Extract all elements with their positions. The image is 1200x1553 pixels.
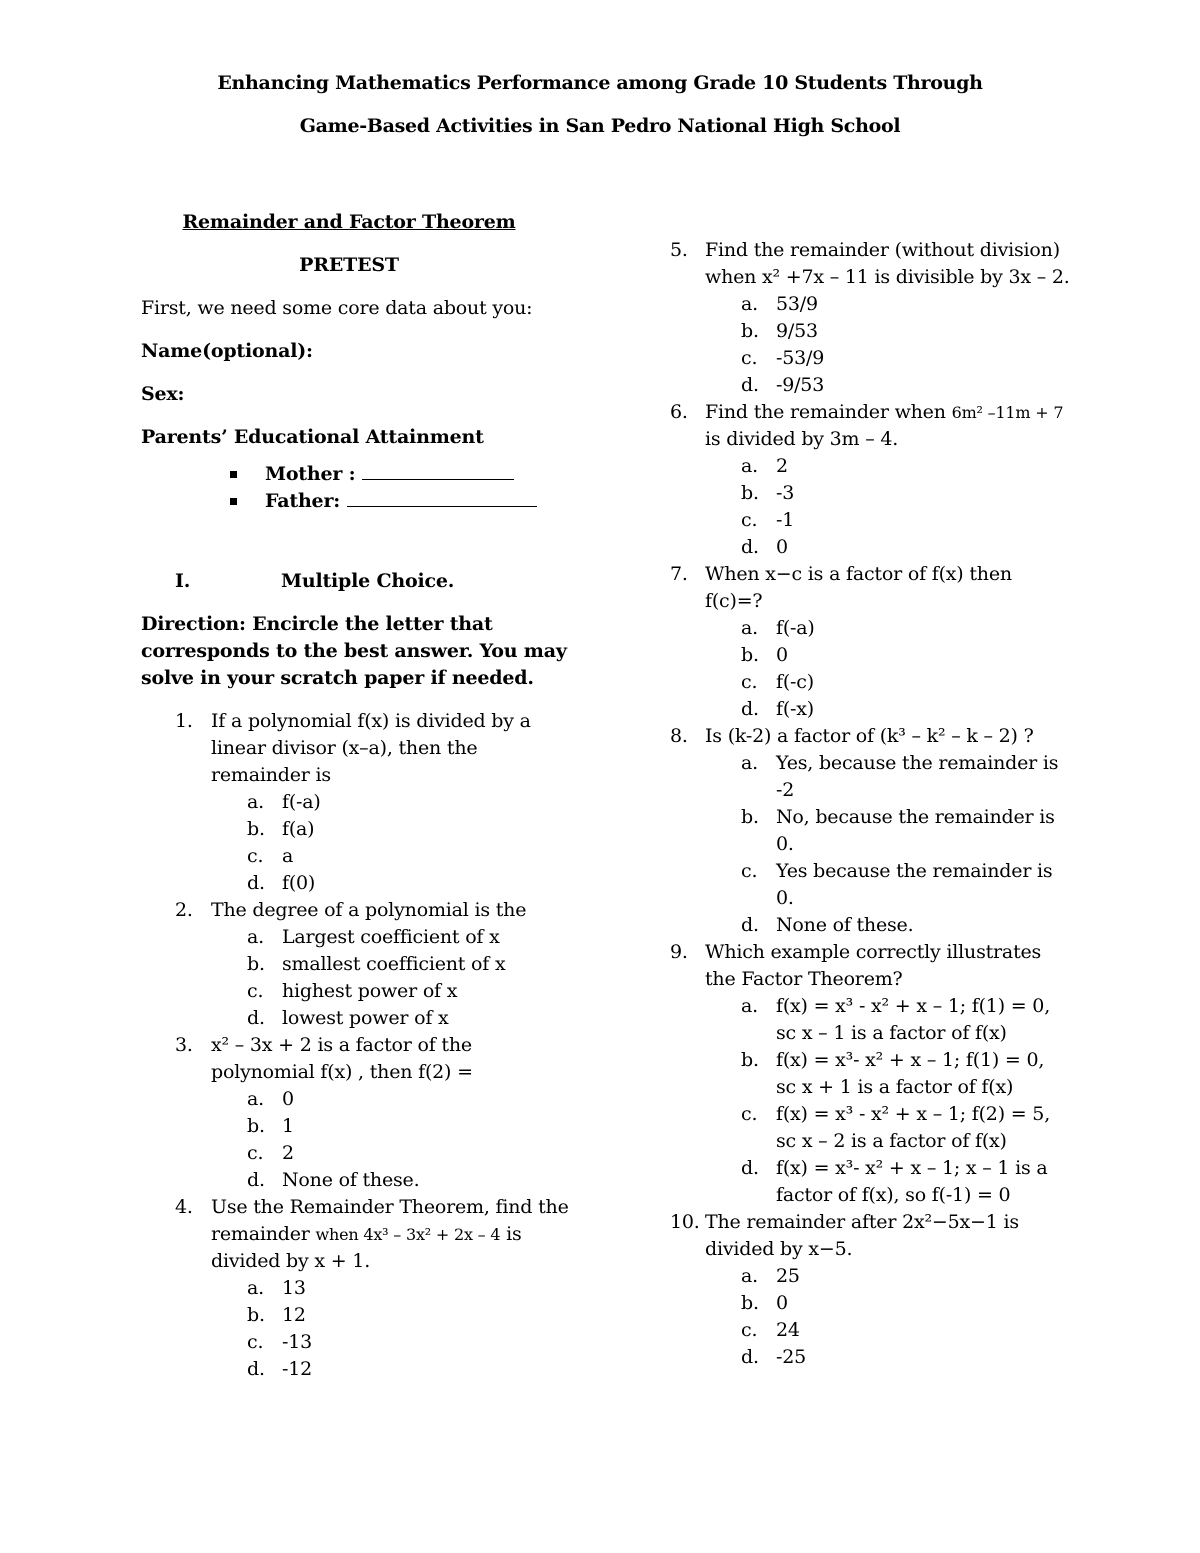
test-type-heading: PRETEST bbox=[299, 254, 399, 276]
option[interactable] bbox=[670, 345, 1070, 372]
option-letter: b. bbox=[247, 953, 265, 975]
option-text: f(-c) bbox=[776, 671, 814, 693]
option[interactable] bbox=[141, 978, 571, 1005]
question-number: 4. bbox=[175, 1196, 193, 1218]
option[interactable] bbox=[141, 1005, 571, 1032]
option-letter: a. bbox=[741, 293, 758, 315]
option-text: 25 bbox=[776, 1265, 800, 1287]
option-text: 0 bbox=[282, 1088, 294, 1110]
mother-label: Mother : bbox=[265, 463, 356, 485]
option-text: highest power of x bbox=[282, 980, 458, 1002]
question-number: 1. bbox=[175, 710, 193, 732]
option-text: f(x) = x³ - x² + x – 1; f(1) = 0, sc x – 1 is a factor of f(x) bbox=[776, 995, 1051, 1044]
question-number: 3. bbox=[175, 1034, 193, 1056]
option[interactable] bbox=[141, 1329, 571, 1356]
option[interactable] bbox=[670, 912, 1070, 939]
option[interactable] bbox=[670, 1317, 1070, 1344]
option-text: None of these. bbox=[776, 914, 914, 936]
question-10 bbox=[670, 1209, 1070, 1371]
option-letter: a. bbox=[741, 617, 758, 639]
option[interactable] bbox=[141, 951, 571, 978]
option[interactable] bbox=[670, 291, 1070, 318]
question-text: x² – 3x + 2 is a factor of the polynomial f(x) , then f(2) = bbox=[211, 1034, 473, 1083]
option-letter: d. bbox=[247, 1358, 265, 1380]
topic-heading: Remainder and Factor Theorem bbox=[182, 211, 516, 233]
option-letter: c. bbox=[741, 1319, 758, 1341]
option[interactable] bbox=[141, 1356, 571, 1383]
question-3 bbox=[141, 1032, 571, 1194]
direction-text: Direction: Encircle the letter that corresponds to the best answer. You may solve in your scratch paper if needed. bbox=[141, 613, 567, 689]
left-column bbox=[141, 209, 571, 1383]
question-1 bbox=[141, 708, 571, 897]
question-text: The remainder after 2x²−5x−1 is divided by x−5. bbox=[705, 1211, 1019, 1260]
question-text: When x−c is a factor of f(x) then f(c)=? bbox=[705, 563, 1012, 612]
mother-item bbox=[141, 461, 571, 488]
question-expression: when 4x³ – 3x² + 2x – 4 bbox=[315, 1225, 501, 1244]
option[interactable] bbox=[670, 858, 1070, 912]
father-label: Father: bbox=[265, 490, 341, 512]
option-letter: c. bbox=[741, 509, 758, 531]
option-text: 0 bbox=[776, 536, 788, 558]
option-letter: c. bbox=[741, 347, 758, 369]
option-letter: b. bbox=[741, 644, 759, 666]
option[interactable] bbox=[141, 1140, 571, 1167]
option-letter: c. bbox=[247, 980, 264, 1002]
option[interactable] bbox=[141, 1302, 571, 1329]
option[interactable] bbox=[670, 1155, 1070, 1209]
option-letter: d. bbox=[741, 914, 759, 936]
option-text: 12 bbox=[282, 1304, 306, 1326]
option-letter: b. bbox=[247, 1304, 265, 1326]
option-text: -25 bbox=[776, 1346, 806, 1368]
option-letter: b. bbox=[247, 1115, 265, 1137]
question-expression: 6m² –11m + 7 bbox=[951, 403, 1064, 422]
option-text: 2 bbox=[776, 455, 788, 477]
option-text: f(-a) bbox=[282, 791, 321, 813]
question-9 bbox=[670, 939, 1070, 1209]
option[interactable] bbox=[670, 1344, 1070, 1371]
option[interactable] bbox=[141, 924, 571, 951]
option-text: f(-x) bbox=[776, 698, 814, 720]
option-letter: a. bbox=[247, 1088, 264, 1110]
option-letter: d. bbox=[741, 1346, 759, 1368]
option-text: 1 bbox=[282, 1115, 294, 1137]
option-text: None of these. bbox=[282, 1169, 420, 1191]
option[interactable] bbox=[670, 507, 1070, 534]
question-number: 9. bbox=[670, 941, 688, 963]
option-text: f(a) bbox=[282, 818, 315, 840]
option[interactable] bbox=[670, 1047, 1070, 1101]
option-letter: c. bbox=[247, 845, 264, 867]
section-numeral: I. bbox=[175, 570, 191, 592]
option-letter: a. bbox=[741, 995, 758, 1017]
option-text: smallest coefficient of x bbox=[282, 953, 506, 975]
option[interactable] bbox=[141, 1113, 571, 1140]
option-letter: b. bbox=[741, 320, 759, 342]
option-text: f(0) bbox=[282, 872, 316, 894]
option[interactable] bbox=[141, 789, 571, 816]
question-text: Find the remainder (without division) when x² +7x – 11 is divisible by 3x – 2. bbox=[705, 239, 1070, 288]
option-letter: a. bbox=[741, 455, 758, 477]
option-text: -3 bbox=[776, 482, 795, 504]
option-text: Yes because the remainder is 0. bbox=[776, 860, 1053, 909]
option-letter: a. bbox=[247, 1277, 264, 1299]
option-text: -13 bbox=[282, 1331, 312, 1353]
question-text: Is (k-2) a factor of (k³ – k² – k – 2) ? bbox=[705, 725, 1034, 747]
option[interactable] bbox=[670, 1290, 1070, 1317]
option-text: 2 bbox=[282, 1142, 294, 1164]
option[interactable] bbox=[141, 870, 571, 897]
option[interactable] bbox=[670, 534, 1070, 561]
option[interactable] bbox=[670, 750, 1070, 804]
section-heading bbox=[141, 568, 571, 595]
option[interactable] bbox=[141, 843, 571, 870]
question-number: 8. bbox=[670, 725, 688, 747]
bullet-square-icon bbox=[230, 471, 237, 478]
option-text: f(-a) bbox=[776, 617, 815, 639]
option-letter: d. bbox=[741, 374, 759, 396]
option[interactable] bbox=[670, 1101, 1070, 1155]
option[interactable] bbox=[670, 1263, 1070, 1290]
option[interactable] bbox=[670, 993, 1070, 1047]
option-letter: d. bbox=[741, 536, 759, 558]
option-text: a bbox=[282, 845, 294, 867]
option-text: -53/9 bbox=[776, 347, 825, 369]
option-text: -12 bbox=[282, 1358, 312, 1380]
question-6 bbox=[670, 399, 1070, 561]
option-text: Largest coefficient of x bbox=[282, 926, 500, 948]
option-text: f(x) = x³- x² + x – 1; x – 1 is a factor of f(x), so f(-1) = 0 bbox=[776, 1157, 1048, 1206]
document-title-line-2: Game-Based Activities in San Pedro National High School bbox=[299, 115, 901, 137]
option-letter: b. bbox=[247, 818, 265, 840]
intro-text: First, we need some core data about you: bbox=[141, 297, 533, 319]
option-letter: a. bbox=[741, 1265, 758, 1287]
option[interactable] bbox=[670, 642, 1070, 669]
option-text: lowest power of x bbox=[282, 1007, 449, 1029]
mother-blank[interactable] bbox=[362, 461, 514, 480]
option[interactable] bbox=[670, 804, 1070, 858]
option-letter: d. bbox=[741, 698, 759, 720]
option-letter: c. bbox=[741, 860, 758, 882]
option[interactable] bbox=[141, 1275, 571, 1302]
option[interactable] bbox=[141, 1086, 571, 1113]
option-text: 53/9 bbox=[776, 293, 818, 315]
option[interactable] bbox=[670, 480, 1070, 507]
question-number: 2. bbox=[175, 899, 193, 921]
sex-label: Sex: bbox=[141, 383, 185, 405]
option-text: f(x) = x³ - x² + x – 1; f(2) = 5, sc x – 2 is a factor of f(x) bbox=[776, 1103, 1051, 1152]
option[interactable] bbox=[670, 453, 1070, 480]
option-text: -1 bbox=[776, 509, 795, 531]
question-text: If a polynomial f(x) is divided by a linear divisor (x–a), then the remainder is bbox=[211, 710, 531, 786]
option-letter: b. bbox=[741, 482, 759, 504]
option[interactable] bbox=[670, 318, 1070, 345]
option[interactable] bbox=[670, 615, 1070, 642]
question-number: 6. bbox=[670, 401, 688, 423]
question-4 bbox=[141, 1194, 571, 1383]
option-letter: a. bbox=[247, 926, 264, 948]
bullet-square-icon bbox=[230, 498, 237, 505]
option-text: 0 bbox=[776, 644, 788, 666]
section-title: Multiple Choice. bbox=[281, 570, 455, 592]
option[interactable] bbox=[141, 816, 571, 843]
right-column bbox=[670, 237, 1070, 1371]
document-title-line-1: Enhancing Mathematics Performance among Grade 10 Students Through bbox=[217, 72, 983, 94]
father-item bbox=[141, 488, 571, 515]
question-number: 7. bbox=[670, 563, 688, 585]
option-letter: d. bbox=[247, 872, 265, 894]
option-letter: b. bbox=[741, 806, 759, 828]
question-text-part: Use the Remainder Theorem, find the remainder bbox=[211, 1196, 569, 1245]
option[interactable] bbox=[670, 696, 1070, 723]
question-number: 10. bbox=[670, 1211, 700, 1233]
father-blank[interactable] bbox=[347, 488, 537, 507]
option-letter: a. bbox=[741, 752, 758, 774]
option-text: 24 bbox=[776, 1319, 800, 1341]
parents-label: Parents’ Educational Attainment bbox=[141, 426, 484, 448]
question-2 bbox=[141, 897, 571, 1032]
option-letter: d. bbox=[741, 1157, 759, 1179]
question-text: Which example correctly illustrates the Factor Theorem? bbox=[705, 941, 1042, 990]
question-number: 5. bbox=[670, 239, 688, 261]
option-text: 0 bbox=[776, 1292, 788, 1314]
option-text: f(x) = x³- x² + x – 1; f(1) = 0, sc x + 1 is a factor of f(x) bbox=[776, 1049, 1045, 1098]
option-text: -9/53 bbox=[776, 374, 825, 396]
option-letter: c. bbox=[741, 1103, 758, 1125]
option[interactable] bbox=[141, 1167, 571, 1194]
option-text: 13 bbox=[282, 1277, 306, 1299]
option[interactable] bbox=[670, 372, 1070, 399]
question-text: The degree of a polynomial is the bbox=[211, 899, 527, 921]
parents-list bbox=[141, 461, 571, 515]
option-text: Yes, because the remainder is -2 bbox=[776, 752, 1059, 801]
question-text-part: is divided by 3m – 4. bbox=[705, 428, 899, 450]
option-letter: d. bbox=[247, 1169, 265, 1191]
question-8 bbox=[670, 723, 1070, 939]
option-text: 9/53 bbox=[776, 320, 818, 342]
option-letter: c. bbox=[741, 671, 758, 693]
question-text-part: Find the remainder when bbox=[705, 401, 952, 423]
option-letter: d. bbox=[247, 1007, 265, 1029]
option-letter: a. bbox=[247, 791, 264, 813]
option[interactable] bbox=[670, 669, 1070, 696]
question-7 bbox=[670, 561, 1070, 723]
option-text: No, because the remainder is 0. bbox=[776, 806, 1055, 855]
option-letter: c. bbox=[247, 1142, 264, 1164]
question-text-part: is divided by x + 1. bbox=[211, 1223, 522, 1272]
option-letter: b. bbox=[741, 1049, 759, 1071]
question-5 bbox=[670, 237, 1070, 399]
option-letter: b. bbox=[741, 1292, 759, 1314]
name-label: Name(optional): bbox=[141, 340, 313, 362]
option-letter: c. bbox=[247, 1331, 264, 1353]
